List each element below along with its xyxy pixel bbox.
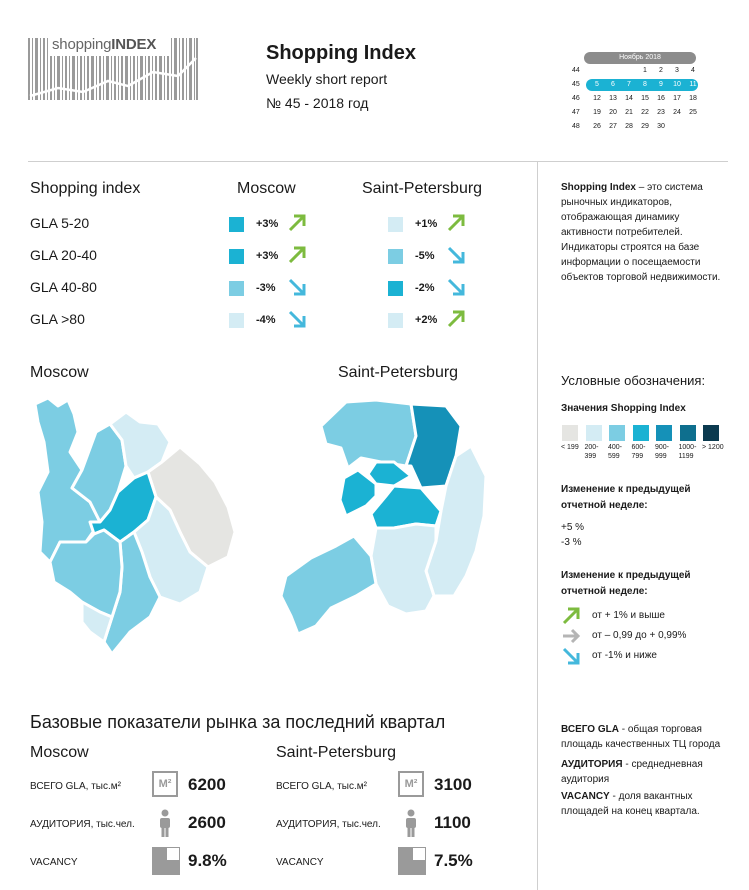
- scale-label: 600-799: [631, 444, 646, 460]
- spb-district-nw: [321, 400, 416, 468]
- calendar-day: 8: [643, 81, 647, 88]
- calendar-month: Ноябрь 2018: [584, 52, 696, 64]
- index-color-square: [388, 281, 403, 296]
- metric-value: 7.5%: [434, 851, 473, 870]
- index-change-value: +3%: [256, 218, 279, 230]
- shopping-index-logo: [28, 36, 198, 100]
- index-col-moscow: Moscow: [237, 180, 296, 197]
- metric-label: АУДИТОРИЯ, тыс.чел.: [276, 819, 381, 830]
- spb-district-s: [371, 524, 436, 614]
- calendar-day: 22: [641, 109, 649, 116]
- index-color-square: [388, 217, 403, 232]
- arrow-down-icon: [446, 277, 466, 297]
- scale-swatch: [633, 425, 649, 441]
- arrow-up-icon: [287, 245, 307, 265]
- calendar-day: 27: [609, 123, 617, 130]
- calendar-day: 29: [641, 123, 649, 130]
- sidebar-divider: [537, 162, 538, 890]
- calendar-day: 13: [609, 95, 617, 102]
- scale-label: > 1200: [702, 444, 724, 451]
- index-change-value: -4%: [256, 314, 276, 326]
- base-city-moscow: Moscow: [30, 744, 89, 761]
- calendar-week-number: 47: [572, 109, 580, 116]
- arrow-legend-label: от -1% и ниже: [592, 650, 657, 661]
- arrow-legend-label: от + 1% и выше: [592, 610, 665, 621]
- values-title: Значения Shopping Index: [561, 403, 686, 414]
- logo-wordmark: shoppingINDEX: [52, 36, 157, 53]
- index-color-square: [229, 249, 244, 264]
- change-example-1: +5 %: [561, 522, 585, 533]
- def-audience: АУДИТОРИЯ - среднедневная аудитория: [561, 759, 703, 785]
- index-change-value: +3%: [256, 250, 279, 262]
- calendar-week-row: [566, 64, 698, 78]
- calendar-day: 9: [659, 81, 663, 88]
- calendar-day: 3: [675, 67, 679, 74]
- scale-label: 200-399: [584, 444, 599, 460]
- index-row-label: GLA 40-80: [30, 279, 97, 295]
- index-row-label: GLA 20-40: [30, 247, 97, 263]
- index-change-value: +2%: [415, 314, 438, 326]
- calendar-day: 1: [643, 67, 647, 74]
- index-change-value: -2%: [415, 282, 435, 294]
- calendar-day: 12: [593, 95, 601, 102]
- arrow-down-icon: [561, 646, 581, 666]
- header-divider: [28, 161, 728, 162]
- calendar-day: 16: [657, 95, 665, 102]
- index-change-value: -5%: [415, 250, 435, 262]
- calendar-week-number: 46: [572, 95, 580, 102]
- scale-label: 1000-1199: [678, 444, 697, 460]
- index-change-value: -3%: [256, 282, 276, 294]
- change-title-1: Изменение к предыдущей отчетной неделе:: [561, 484, 691, 511]
- arrow-down-icon: [446, 245, 466, 265]
- calendar-day: 28: [625, 123, 633, 130]
- metric-label: VACANCY: [30, 857, 78, 868]
- calendar: [566, 52, 698, 134]
- index-col-spb: Saint-Petersburg: [362, 180, 483, 197]
- index-color-square: [229, 217, 244, 232]
- calendar-week-row: [566, 78, 698, 92]
- calendar-day: 10: [673, 81, 681, 88]
- vacancy-icon: [152, 847, 180, 875]
- report-number: № 45 - 2018 год: [266, 95, 369, 111]
- index-color-square: [229, 281, 244, 296]
- metric-label: АУДИТОРИЯ, тыс.чел.: [30, 819, 135, 830]
- scale-swatch: [609, 425, 625, 441]
- arrow-up-icon: [287, 213, 307, 233]
- arrow-down-icon: [287, 277, 307, 297]
- calendar-day: 20: [609, 109, 617, 116]
- spb-district-center: [371, 486, 441, 528]
- moscow-map: [30, 392, 250, 662]
- scale-swatch: [562, 425, 578, 441]
- sidebar-intro: Shopping Index – это система рыночных индикаторов, отображающая динамику активности потребителей. Индикаторы строятся на базе информации о посещаемости объектов торговой недвижимости.: [561, 182, 721, 283]
- map-title-spb: Saint-Petersburg: [338, 364, 459, 381]
- metric-label: ВСЕГО GLA, тыс.м²: [30, 781, 121, 792]
- report-title: Shopping Index: [266, 42, 416, 64]
- calendar-day: 6: [611, 81, 615, 88]
- base-city-spb: Saint-Petersburg: [276, 744, 397, 761]
- def-vacancy: VACANCY - доля вакантных площадей на конец квартала.: [561, 791, 700, 817]
- index-row-label: GLA 5-20: [30, 215, 90, 231]
- index-color-square: [388, 313, 403, 328]
- calendar-day: 19: [593, 109, 601, 116]
- index-color-square: [229, 313, 244, 328]
- calendar-week-row: [566, 106, 698, 120]
- metric-label: ВСЕГО GLA, тыс.м²: [276, 781, 367, 792]
- calendar-day: 24: [673, 109, 681, 116]
- calendar-day: 11: [689, 81, 697, 88]
- calendar-week-number: 45: [572, 81, 580, 88]
- arrow-legend-label: от – 0,99 до + 0,99%: [592, 630, 687, 641]
- arrow-right-icon: [561, 626, 581, 646]
- base-title: Базовые показатели рынка за последний квартал: [30, 712, 446, 732]
- index-row-label: GLA >80: [30, 311, 85, 327]
- scale-label: 400-599: [608, 444, 623, 460]
- calendar-day: 7: [627, 81, 631, 88]
- calendar-week-row: [566, 120, 698, 134]
- m2-icon: M²: [398, 771, 424, 797]
- calendar-day: 23: [657, 109, 665, 116]
- scale-swatch: [680, 425, 696, 441]
- metric-value: 6200: [188, 775, 226, 794]
- person-icon: [404, 809, 418, 837]
- metric-label: VACANCY: [276, 857, 324, 868]
- metric-value: 9.8%: [188, 851, 227, 870]
- calendar-day: 14: [625, 95, 633, 102]
- map-title-moscow: Moscow: [30, 364, 89, 381]
- calendar-weeks: [566, 64, 698, 134]
- calendar-week-row: [566, 92, 698, 106]
- index-color-square: [388, 249, 403, 264]
- metric-value: 1100: [434, 813, 471, 832]
- calendar-week-number: 48: [572, 123, 580, 130]
- index-change-value: +1%: [415, 218, 438, 230]
- vacancy-icon: [398, 847, 426, 875]
- spb-district-sw: [281, 536, 376, 634]
- scale-swatch: [656, 425, 672, 441]
- scale-swatch: [586, 425, 602, 441]
- calendar-day: 5: [595, 81, 599, 88]
- change-title-2: Изменение к предыдущей отчетной неделе:: [561, 570, 691, 597]
- index-title: Shopping index: [30, 180, 141, 197]
- scale-swatch: [703, 425, 719, 441]
- metric-value: 2600: [188, 813, 226, 832]
- calendar-day: 21: [625, 109, 633, 116]
- scale-label: < 199: [561, 444, 579, 451]
- legend-title: Условные обозначения:: [561, 373, 706, 388]
- arrow-down-icon: [287, 309, 307, 329]
- scale-label: 900-999: [655, 444, 670, 460]
- m2-icon: M²: [152, 771, 178, 797]
- calendar-day: 18: [689, 95, 697, 102]
- change-example-2: -3 %: [561, 537, 582, 548]
- calendar-day: 26: [593, 123, 601, 130]
- arrow-up-icon: [446, 309, 466, 329]
- arrow-up-icon: [446, 213, 466, 233]
- spb-map: [276, 396, 506, 636]
- def-gla: ВСЕГО GLA - общая торговая площадь качественных ТЦ города: [561, 724, 721, 750]
- calendar-day: 17: [673, 95, 681, 102]
- calendar-day: 25: [689, 109, 697, 116]
- calendar-day: 30: [657, 123, 665, 130]
- report-subtitle: Weekly short report: [266, 71, 388, 87]
- calendar-week-number: 44: [572, 67, 580, 74]
- metric-value: 3100: [434, 775, 472, 794]
- calendar-day: 4: [691, 67, 695, 74]
- calendar-day: 15: [641, 95, 649, 102]
- arrow-up-icon: [561, 606, 581, 626]
- calendar-day: 2: [659, 67, 663, 74]
- person-icon: [158, 809, 172, 837]
